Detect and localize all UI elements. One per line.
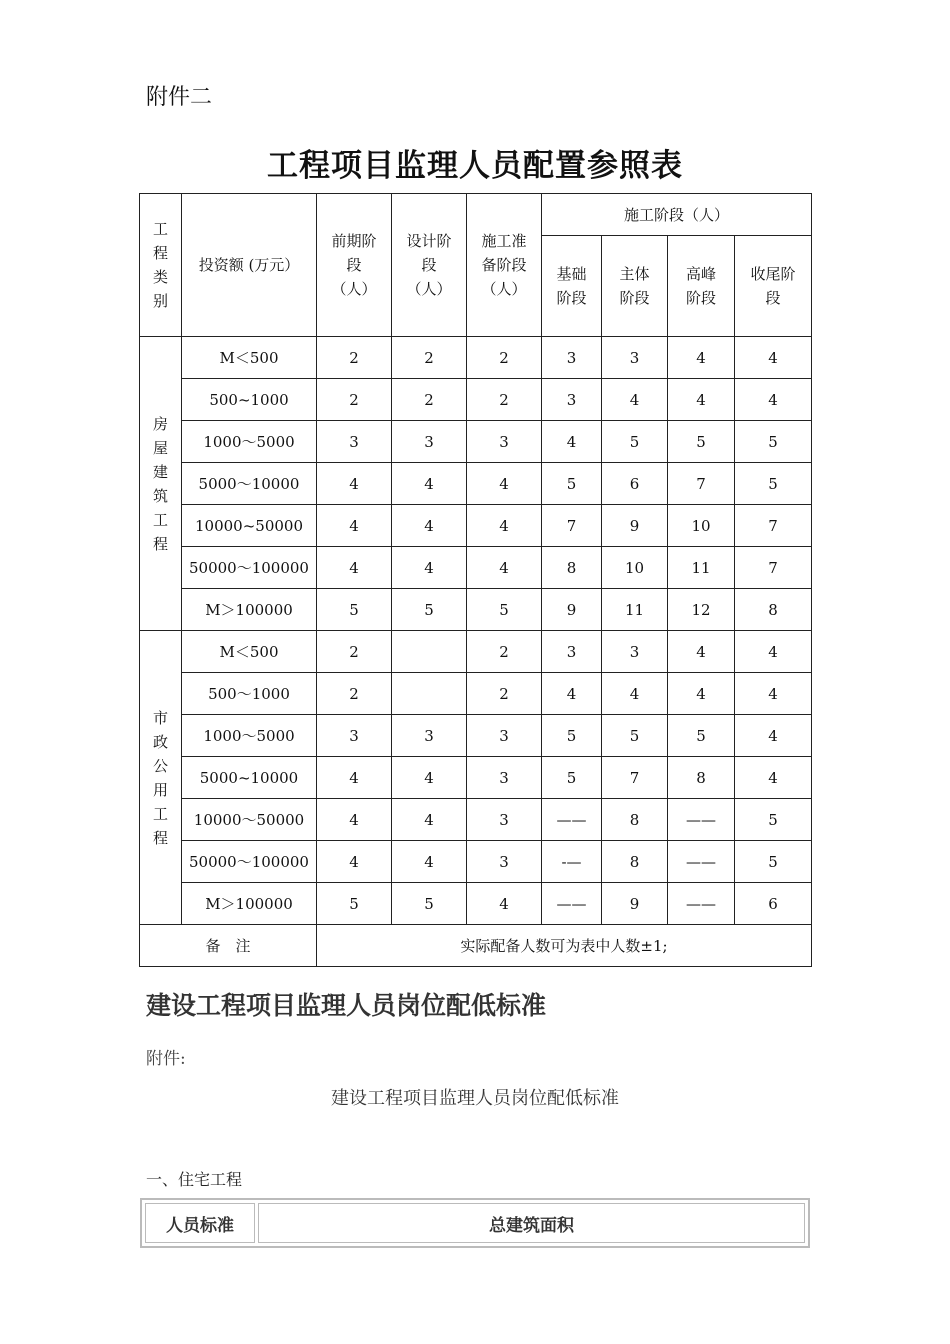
staff-count-cell: 2 <box>467 379 542 421</box>
investment-range-cell: 10000~50000 <box>182 505 317 547</box>
category-building <box>140 337 182 631</box>
staff-count-cell: 7 <box>668 463 735 505</box>
staff-count-cell: —— <box>668 841 735 883</box>
staff-count-cell: 3 <box>467 757 542 799</box>
staff-count-cell: 2 <box>392 379 467 421</box>
investment-range-cell: M＜500 <box>182 337 317 379</box>
table-row <box>140 631 812 673</box>
staff-count-cell: 2 <box>467 337 542 379</box>
staff-count-cell: 5 <box>542 715 602 757</box>
staff-count-cell: 5 <box>602 421 668 463</box>
staff-count-cell: 9 <box>542 589 602 631</box>
char: 程 <box>152 828 168 847</box>
staff-count-cell: 7 <box>542 505 602 547</box>
staff-count-cell: 8 <box>542 547 602 589</box>
investment-range-cell: 50000～100000 <box>182 547 317 589</box>
category-municipal <box>140 631 182 925</box>
char: 工 <box>152 510 168 529</box>
staff-count-cell: 2 <box>392 337 467 379</box>
table-row <box>140 841 812 883</box>
staff-count-cell: 2 <box>467 631 542 673</box>
staff-count-cell: 4 <box>735 337 812 379</box>
remark-label: 备 注 <box>140 925 317 967</box>
staff-count-cell <box>392 673 467 715</box>
char: 政 <box>152 732 168 751</box>
header-category <box>140 194 182 337</box>
header-peak-stage <box>668 236 735 337</box>
char: 工 <box>152 804 168 823</box>
table-row <box>140 421 812 463</box>
staff-count-cell: 6 <box>602 463 668 505</box>
char: 公 <box>152 756 168 775</box>
staff-count-cell: 2 <box>467 673 542 715</box>
staff-count-cell: 9 <box>602 883 668 925</box>
staff-count-cell: 5 <box>317 883 392 925</box>
staff-count-cell: 10 <box>602 547 668 589</box>
section-heading: 建设工程项目监理人员岗位配低标准 <box>146 991 547 1020</box>
staff-count-cell: 4 <box>392 463 467 505</box>
table-row <box>140 505 812 547</box>
staff-count-cell: 5 <box>668 715 735 757</box>
staff-count-cell: 6 <box>735 883 812 925</box>
staff-count-cell: 4 <box>735 379 812 421</box>
staff-count-cell: 4 <box>542 421 602 463</box>
design-stage-line: （人） <box>406 280 452 298</box>
table-row <box>140 589 812 631</box>
remark-text: 实际配备人数可为表中人数±1; <box>317 925 812 967</box>
staff-count-cell: 3 <box>317 715 392 757</box>
staff-count-cell: 4 <box>392 757 467 799</box>
staff-count-cell: 4 <box>602 379 668 421</box>
page-title: 工程项目监理人员配置参照表 <box>267 148 683 184</box>
staff-count-cell: 5 <box>467 589 542 631</box>
staff-count-cell: 5 <box>735 799 812 841</box>
table-row <box>140 463 812 505</box>
investment-range-cell: M＞100000 <box>182 883 317 925</box>
staff-count-cell: —— <box>542 883 602 925</box>
header-pre-stage <box>317 194 392 337</box>
staff-count-cell: 3 <box>467 799 542 841</box>
position-standard-table <box>140 1198 810 1248</box>
staff-count-cell: 4 <box>392 547 467 589</box>
staff-count-cell: 5 <box>735 421 812 463</box>
staff-count-cell: 4 <box>668 631 735 673</box>
closing-stage-line: 段 <box>765 289 781 307</box>
char: 类 <box>152 268 168 286</box>
table-row <box>140 715 812 757</box>
staffing-reference-table <box>139 193 812 967</box>
staff-count-cell: 2 <box>317 337 392 379</box>
char: 工 <box>152 220 168 238</box>
investment-range-cell: 5000~10000 <box>182 757 317 799</box>
staff-count-cell: 4 <box>735 757 812 799</box>
standard-title: 建设工程项目监理人员岗位配低标准 <box>331 1088 619 1109</box>
staff-count-cell: —— <box>668 799 735 841</box>
investment-range-cell: 1000～5000 <box>182 715 317 757</box>
attachment-sub-label: 附件: <box>146 1049 186 1069</box>
table-row <box>140 757 812 799</box>
staff-count-cell: 9 <box>602 505 668 547</box>
staff-count-cell: 3 <box>392 715 467 757</box>
char: 屋 <box>152 438 168 457</box>
structure-stage-line: 主体 <box>619 265 650 283</box>
staff-count-cell: 2 <box>317 379 392 421</box>
staff-count-cell: 11 <box>602 589 668 631</box>
staff-count-cell: 8 <box>602 799 668 841</box>
staff-count-cell: 4 <box>392 841 467 883</box>
staff-count-cell: 4 <box>735 715 812 757</box>
table-row <box>140 547 812 589</box>
staff-count-cell: 3 <box>542 337 602 379</box>
pre-stage-line: （人） <box>331 280 377 298</box>
peak-stage-line: 高峰 <box>685 265 716 283</box>
staff-count-cell: 8 <box>735 589 812 631</box>
staff-count-cell: 4 <box>317 841 392 883</box>
investment-range-cell: 50000～100000 <box>182 841 317 883</box>
staff-count-cell: 4 <box>467 883 542 925</box>
staff-count-cell <box>392 631 467 673</box>
staff-count-cell: 4 <box>317 799 392 841</box>
staff-count-cell: 4 <box>317 547 392 589</box>
staff-count-cell: 5 <box>542 757 602 799</box>
design-stage-line: 段 <box>421 256 437 274</box>
investment-range-cell: 1000～5000 <box>182 421 317 463</box>
char: 程 <box>152 534 168 553</box>
staff-count-cell: 4 <box>317 757 392 799</box>
pre-stage-line: 前期阶 <box>331 232 377 250</box>
staff-count-cell: 3 <box>602 337 668 379</box>
staff-count-cell: 3 <box>317 421 392 463</box>
staff-count-cell: 3 <box>542 631 602 673</box>
char: 别 <box>152 292 168 310</box>
attachment-label: 附件二 <box>146 85 213 110</box>
prep-stage-line: （人） <box>481 280 527 298</box>
investment-range-cell: M＞100000 <box>182 589 317 631</box>
peak-stage-line: 阶段 <box>685 289 716 307</box>
char: 筑 <box>152 486 168 505</box>
staff-count-cell: 3 <box>602 631 668 673</box>
staff-count-cell: 3 <box>467 421 542 463</box>
foundation-stage-line: 基础 <box>556 265 587 283</box>
staff-count-cell: 7 <box>735 505 812 547</box>
table-row <box>140 799 812 841</box>
staff-count-cell: 10 <box>668 505 735 547</box>
header-foundation-stage <box>542 236 602 337</box>
staff-count-cell: 3 <box>467 715 542 757</box>
table-row <box>140 883 812 925</box>
staff-count-cell: 4 <box>467 505 542 547</box>
header-total-floor-area: 总建筑面积 <box>258 1203 805 1243</box>
char: 房 <box>152 414 168 433</box>
staff-count-cell: —— <box>542 799 602 841</box>
staff-count-cell: 4 <box>735 631 812 673</box>
staff-count-cell: 4 <box>317 463 392 505</box>
staff-count-cell: 5 <box>392 589 467 631</box>
investment-range-cell: 500~1000 <box>182 379 317 421</box>
staff-count-cell: 4 <box>392 799 467 841</box>
staff-count-cell: 4 <box>668 673 735 715</box>
closing-stage-line: 收尾阶 <box>750 265 796 283</box>
staff-count-cell: 2 <box>317 631 392 673</box>
staff-count-cell: 4 <box>668 337 735 379</box>
staff-count-cell: 8 <box>602 841 668 883</box>
char: 市 <box>152 708 168 727</box>
staff-count-cell: 12 <box>668 589 735 631</box>
staff-count-cell: 4 <box>735 673 812 715</box>
header-design-stage <box>392 194 467 337</box>
pre-stage-line: 段 <box>346 256 362 274</box>
table-row <box>140 673 812 715</box>
staff-count-cell: 4 <box>392 505 467 547</box>
staff-count-cell: 4 <box>467 547 542 589</box>
table-row <box>140 379 812 421</box>
header-construction-stage: 施工阶段（人） <box>542 194 812 236</box>
staff-count-cell: —— <box>668 883 735 925</box>
foundation-stage-line: 阶段 <box>556 289 587 307</box>
investment-range-cell: 10000～50000 <box>182 799 317 841</box>
structure-stage-line: 阶段 <box>619 289 650 307</box>
design-stage-line: 设计阶 <box>406 232 452 250</box>
header-investment: 投资额 (万元） <box>182 194 317 337</box>
staff-count-cell: 3 <box>542 379 602 421</box>
staff-count-cell: 3 <box>467 841 542 883</box>
investment-range-cell: 500～1000 <box>182 673 317 715</box>
staff-count-cell: 5 <box>602 715 668 757</box>
staff-count-cell: 8 <box>668 757 735 799</box>
staff-count-cell: 4 <box>317 505 392 547</box>
staff-count-cell: 5 <box>542 463 602 505</box>
remark-row <box>140 925 812 967</box>
residential-heading: 一、住宅工程 <box>146 1170 243 1189</box>
staff-count-cell: 7 <box>602 757 668 799</box>
char: 建 <box>152 462 168 481</box>
staff-count-cell: 4 <box>602 673 668 715</box>
header-closing-stage <box>735 236 812 337</box>
staff-count-cell: 5 <box>317 589 392 631</box>
staff-count-cell: 2 <box>317 673 392 715</box>
prep-stage-line: 施工准 <box>481 232 527 250</box>
investment-range-cell: 5000～10000 <box>182 463 317 505</box>
char: 程 <box>152 244 168 262</box>
staff-count-cell: 5 <box>668 421 735 463</box>
staff-count-cell: 3 <box>392 421 467 463</box>
char: 用 <box>152 780 168 799</box>
staff-count-cell: -— <box>542 841 602 883</box>
staff-count-cell: 4 <box>467 463 542 505</box>
header-structure-stage <box>602 236 668 337</box>
staff-count-cell: 11 <box>668 547 735 589</box>
staff-count-cell: 5 <box>735 463 812 505</box>
staff-count-cell: 7 <box>735 547 812 589</box>
header-personnel-standard: 人员标准 <box>145 1203 255 1243</box>
prep-stage-line: 备阶段 <box>481 256 527 274</box>
staff-count-cell: 4 <box>542 673 602 715</box>
investment-range-cell: M＜500 <box>182 631 317 673</box>
staff-count-cell: 5 <box>735 841 812 883</box>
staff-count-cell: 4 <box>668 379 735 421</box>
staff-count-cell: 5 <box>392 883 467 925</box>
table-row <box>140 337 812 379</box>
header-prep-stage <box>467 194 542 337</box>
